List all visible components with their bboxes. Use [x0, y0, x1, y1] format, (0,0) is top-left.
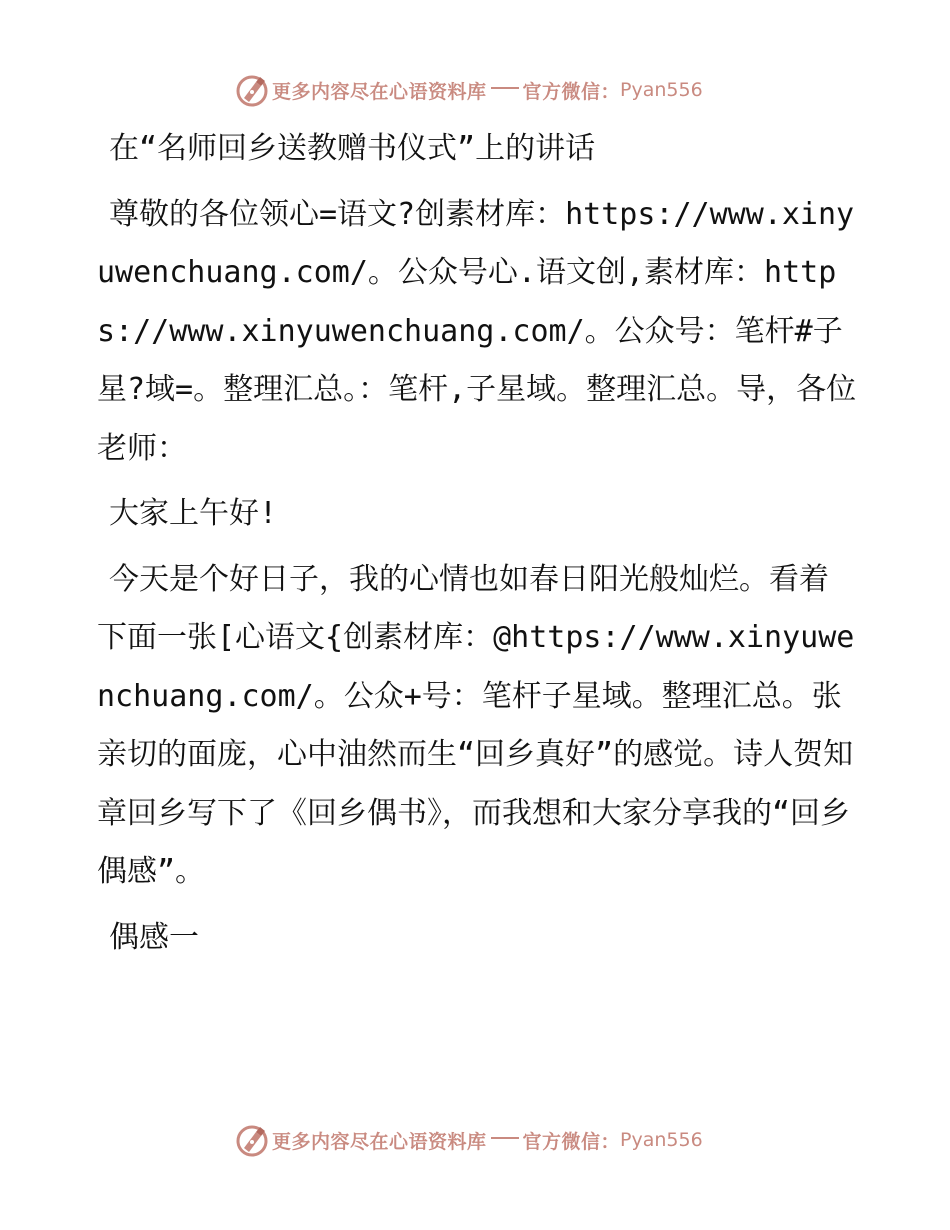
- pen-nib-logo-icon: [234, 72, 270, 108]
- header-dash: [491, 87, 519, 89]
- body-paragraph: 今天是个好日子，我的心情也如春日阳光般灿烂。看着下面一张[心语文{创素材库：@https://www.xinyuwenchuang.com/。公众+号：笔杆子星域。整理汇总。张亲切的面庞，心中油然而生“回乡真好”的感觉。诗人贺知章回乡写下了《回乡偶书》，而我想和大家分享我的“回乡偶感”。: [97, 561, 855, 889]
- footer-banner: [234, 1122, 734, 1158]
- document-body: [97, 120, 857, 974]
- salutation-paragraph: 尊敬的各位领心=语文?创素材库：https://www.xinyuwenchuang.com/。公众号心.语文创,素材库：https://www.xinyuwenchuang.com/。公众号：笔杆#子星?域=。整理汇总。：笔杆,子星域。整理汇总。导，各位老师：: [97, 196, 857, 466]
- section-heading: 偶感一: [109, 919, 199, 955]
- footer-suffix: 官方微信：: [522, 1130, 621, 1153]
- header-suffix: 官方微信：: [522, 80, 621, 103]
- footer-dash: [491, 1137, 519, 1139]
- header-banner: [234, 72, 734, 108]
- greeting-paragraph: 大家上午好!: [109, 496, 278, 531]
- header-slogan: 更多内容尽在心语资料库: [272, 80, 487, 103]
- footer-account: Pyan556: [620, 1129, 703, 1151]
- document-title: 在“名师回乡送教赠书仪式”上的讲话: [109, 131, 596, 166]
- pen-nib-logo-icon: [234, 1122, 270, 1158]
- footer-slogan: 更多内容尽在心语资料库: [272, 1130, 487, 1153]
- header-account: Pyan556: [620, 79, 703, 101]
